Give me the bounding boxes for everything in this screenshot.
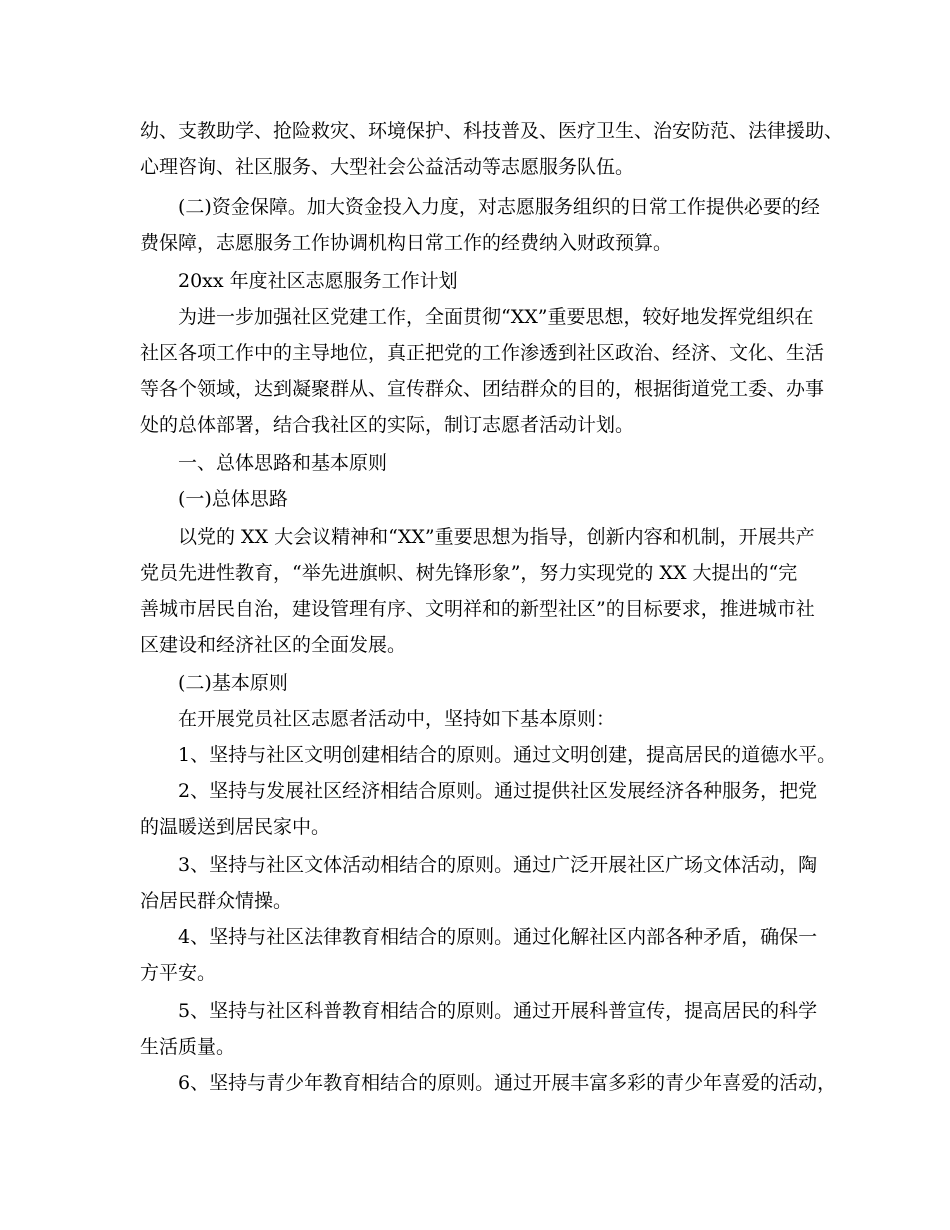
- subsection-heading: (一)总体思路: [178, 488, 288, 510]
- text-line: 方平安。: [140, 962, 217, 984]
- paragraph-start: 为进一步加强社区党建工作，全面贯彻“XX”重要思想，较好地发挥党组织在: [178, 306, 814, 328]
- paragraph-start: 以党的 XX 大会议精神和“XX”重要思想为指导，创新内容和机制，开展共产: [178, 526, 815, 548]
- principle-item: 5、坚持与社区科普教育相结合的原则。通过开展科普宣传，提高居民的科学: [178, 1000, 818, 1022]
- text-line: 幼、支教助学、抢险救灾、环境保护、科技普及、医疗卫生、治安防范、法律援助、: [140, 120, 844, 142]
- text-line: 冶居民群众情操。: [140, 890, 293, 912]
- paragraph-start: 在开展党员社区志愿者活动中，坚持如下基本原则：: [178, 708, 616, 730]
- principle-item: 6、坚持与青少年教育相结合的原则。通过开展丰富多彩的青少年喜爱的活动，: [178, 1072, 837, 1094]
- principle-item: 4、坚持与社区法律教育相结合的原则。通过化解社区内部各种矛盾，确保一: [178, 926, 818, 948]
- text-line: 等各个领域，达到凝聚群从、宣传群众、团结群众的目的，根据街道党工委、办事: [140, 378, 825, 400]
- text-line: 费保障，志愿服务工作协调机构日常工作的经费纳入财政预算。: [140, 232, 673, 254]
- principle-item: 1、坚持与社区文明创建相结合的原则。通过文明创建，提高居民的道德水平。: [178, 744, 837, 766]
- text-line: 社区各项工作中的主导地位，真正把党的工作渗透到社区政治、经济、文化、生活: [140, 342, 825, 364]
- paragraph-heading: (二)资金保障。加大资金投入力度，对志愿服务组织的日常工作提供必要的经: [178, 196, 820, 218]
- section-heading: 一、总体思路和基本原则: [178, 452, 388, 474]
- principle-item: 3、坚持与社区文体活动相结合的原则。通过广泛开展社区广场文体活动，陶: [178, 854, 818, 876]
- text-line: 心理咨询、社区服务、大型社会公益活动等志愿服务队伍。: [140, 156, 635, 178]
- text-line: 区建设和经济社区的全面发展。: [140, 634, 407, 656]
- text-line: 处的总体部署，结合我社区的实际，制订志愿者活动计划。: [140, 414, 635, 436]
- subsection-heading: (二)基本原则: [178, 672, 288, 694]
- section-title: 20xx 年度社区志愿服务工作计划: [178, 270, 458, 292]
- text-line: 善城市居民自治，建设管理有序、文明祥和的新型社区”的目标要求，推进城市社: [140, 598, 815, 620]
- text-line: 党员先进性教育，“举先进旗帜、树先锋形象”，努力实现党的 XX 大提出的“完: [140, 562, 798, 584]
- principle-item: 2、坚持与发展社区经济相结合原则。通过提供社区发展经济各种服务，把党: [178, 780, 818, 802]
- text-line: 生活质量。: [140, 1036, 236, 1058]
- text-line: 的温暖送到居民家中。: [140, 816, 331, 838]
